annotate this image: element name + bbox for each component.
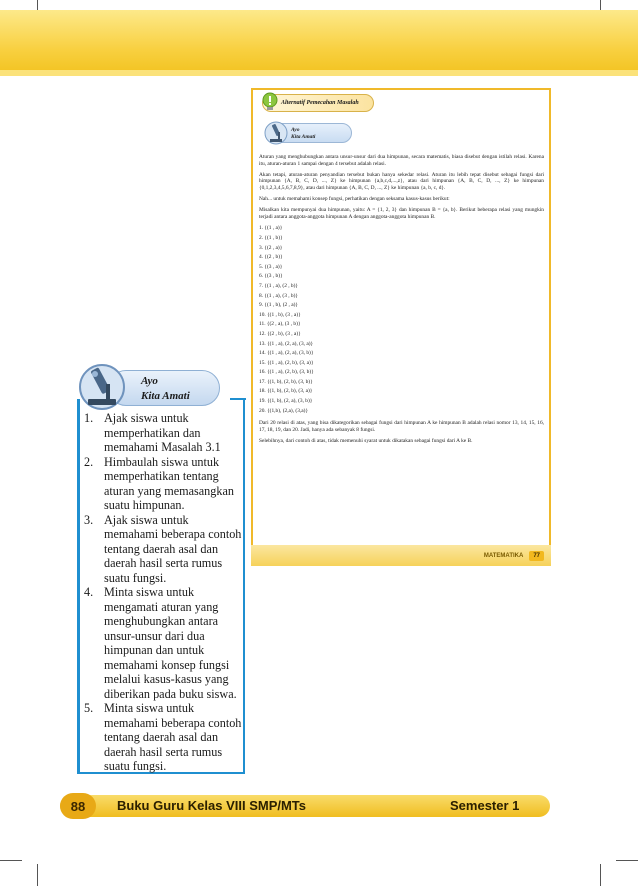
relation-item: 18. {(1, b), (2, b), (3, a)}	[259, 388, 313, 395]
item-text: Ajak siswa untuk memperhatikan dan memahami Masalah 3.1	[104, 411, 221, 454]
top-banner	[0, 10, 638, 76]
relation-item: 10. {(1 , b), (3 , a)}	[259, 311, 301, 318]
relation-item: 5. {(3 , a)}	[259, 263, 283, 270]
paragraph: Nah... untuk memahami konsep fungsi, perhatikan dengan seksama kasus-kasus berikut:	[259, 195, 450, 202]
student-book-text	[259, 154, 544, 449]
ayo-kita-amati-header	[76, 362, 226, 408]
book-title: Buku Guru Kelas VIII SMP/MTs	[117, 798, 307, 813]
relation-list	[259, 224, 544, 416]
lightbulb-icon	[262, 92, 278, 112]
list-item	[84, 585, 244, 701]
crop-mark	[600, 864, 601, 886]
item-text: Minta siswa untuk memahami beberapa contoh tentang daerah asal dan daerah hasil serta rumus suatu fungsi.	[104, 701, 242, 773]
relation-item: 7. {(1 , a), (2 , b)}	[259, 282, 299, 289]
student-book-footer	[460, 549, 544, 562]
relation-item: 6. {(3 , b)}	[259, 273, 283, 280]
paragraph: Dari 20 relasi di atas, yang bisa dikategorikan sebagai fungsi dari himpunan A ke himpunan B adalah relasi nomor 13, 14, 15, 16, 17, 18, 19, dan 20. Jadi, hanya ada sebanyak 8 fungsi.	[259, 420, 544, 434]
relation-item: 16. {(1 , a), (2, b), (3, b)}	[259, 369, 314, 376]
paragraph: Selebihnya, dari contoh di atas, tidak memenuhi syarat untuk dikatakan sebagai fungsi dari A ke B.	[259, 437, 473, 444]
relation-item: 17. {(1, b), (2, b), (3, b)}	[259, 378, 313, 385]
crop-mark	[0, 860, 22, 861]
list-item	[84, 455, 244, 513]
relation-item: 4. {(2 , b)}	[259, 254, 283, 261]
subject-label: MATEMATIKA	[483, 552, 524, 559]
list-item	[84, 513, 244, 586]
item-number: 5.	[84, 701, 94, 715]
ayo-kita-amati-small	[264, 120, 354, 146]
paragraph: Misalkan kita mempunyai dua himpunan, yaitu: A = {1, 2, 3} dan himpunan B = {a, b}. Berikut beberapa relasi yang mungkin terjadi antara anggota-anggota himpunan A dengan anggota-anggota himpunan B.	[259, 206, 544, 220]
relation-item: 20. {(1,b), (2,a), (3,a)}	[259, 407, 309, 414]
ayo-label: Ayo	[141, 375, 158, 387]
semester-label: Semester 1	[450, 798, 520, 813]
relation-item: 19. {(1, b), (2, a), (3, b)}	[259, 398, 313, 405]
crop-mark	[616, 860, 638, 861]
relation-item: 12. {(2 , b), (3 , a)}	[259, 330, 301, 337]
relation-item: 1. {(1 , a)}	[259, 225, 283, 232]
item-text: Minta siswa untuk mengamati aturan yang menghubungkan antara unsur-unsur dari dua himpunan dan untuk memahami konsep fungsi melalui kasus-kasus yang diberikan pada buku siswa.	[104, 585, 237, 701]
relation-item: 13. {(1 , a), (2, a), (3, a)}	[259, 340, 314, 347]
alt-header-label: Alternatif Pemecahan Masalah	[281, 100, 359, 106]
ayo-label: Ayo	[291, 127, 300, 133]
relation-item: 11. {(2 , a), (3 , b)}	[259, 321, 301, 328]
item-text: Himbaulah siswa untuk memperhatikan tentang aturan yang memasangkan suatu himpunan.	[104, 454, 234, 512]
relation-item: 9. {(1 , b), (2 , a)}	[259, 302, 299, 309]
item-number: 3.	[84, 512, 94, 527]
item-text: Ajak siswa untuk memahami beberapa contoh tentang daerah asal dan daerah hasil serta rumus suatu fungsi.	[104, 512, 242, 585]
relation-item: 2. {(1 , b)}	[259, 234, 283, 241]
student-book-page-number: 77	[529, 551, 544, 561]
relation-item: 14. {(1 , a), (2, a), (3, b)}	[259, 350, 314, 357]
item-number: 1.	[84, 411, 94, 425]
relation-item: 3. {(2 , a)}	[259, 244, 283, 251]
kita-amati-label: Kita Amati	[141, 390, 190, 402]
item-number: 2.	[84, 454, 94, 469]
item-number: 4.	[84, 585, 94, 599]
kita-amati-label: Kita Amati	[291, 134, 316, 140]
list-item	[84, 701, 244, 774]
microscope-icon	[264, 120, 288, 146]
paragraph: Akan tetapi, aturan-aturan penyandian tersebut bukan hanya sekedar relasi. Aturan itu lebih tepat disebut sebagai fungsi dari himpunan {A, B, C, D, ..., Z} ke himpunan {a,b,c,d,...,z}, atau dari himpunan {A, B, C, D, ..., Z} ke himpunan {0,1,2,3,4,5,6,7,8,9}, atau dari himpunan {A, B, C, D, ..., Z} ke himpunan {a, b, c, d}.	[259, 171, 544, 192]
microscope-icon	[76, 362, 132, 412]
crop-mark	[37, 864, 38, 886]
list-item	[84, 411, 244, 455]
alternative-solution-header	[262, 94, 374, 112]
relation-item: 15. {(1 , a), (2, b), (3, a)}	[259, 359, 314, 366]
paragraph: Aturan yang menghubungkan antara unsur-unsur dari dua himpunan, secara matematis, biasa disebut dengan istilah relasi. Karena itu, aturan-aturan 1 sampai dengan 4 tersebut adalah relasi.	[259, 154, 544, 167]
relation-item: 8. {(1 , a), (3 , b)}	[259, 292, 299, 299]
page-number: 88	[60, 793, 96, 819]
teacher-instruction-list	[84, 411, 244, 774]
